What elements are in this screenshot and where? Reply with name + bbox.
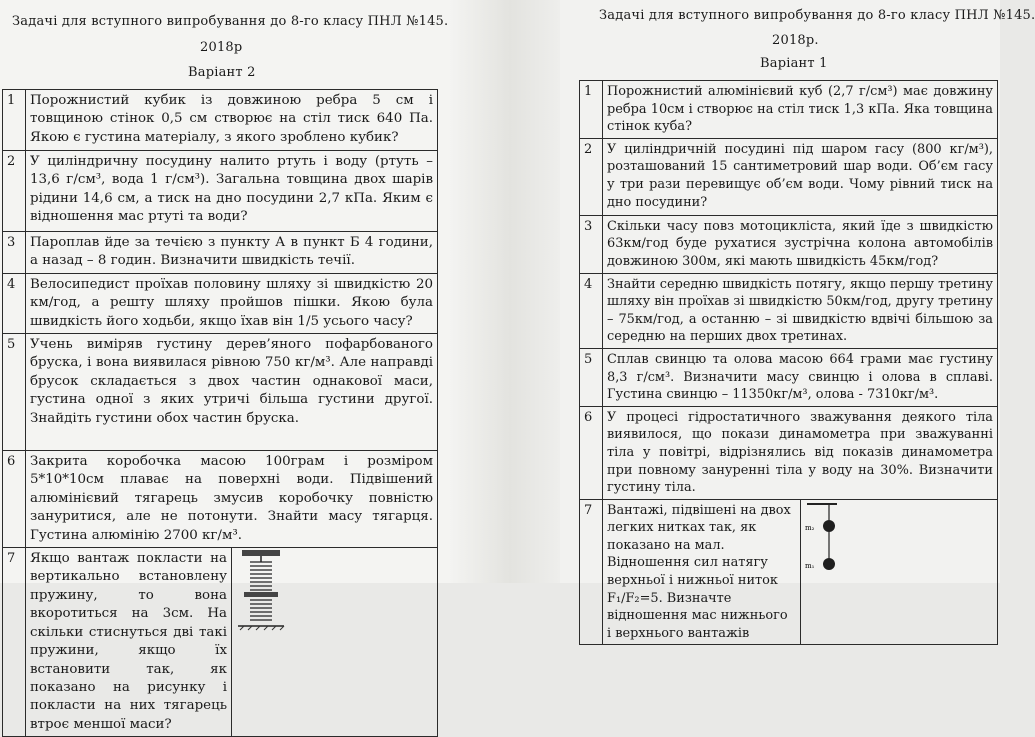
table-row [3, 451, 438, 548]
label-m2: m₂ [804, 523, 814, 532]
problem-text: У процесі гідростатичного зважування деякого тіла виявилося, що покази динамометра при зважуванні тіла у повітрі, відрізнялись від показів динамометра при повному зануренні тіла у воду на 30%. Визначити густину тіла. [603, 406, 998, 499]
hanging-weights-figure [801, 500, 843, 588]
table-row [3, 232, 438, 274]
problem-number: 7 [3, 548, 26, 737]
label-m1: m₁ [804, 561, 814, 570]
table-row [580, 499, 998, 645]
table-row [3, 334, 438, 451]
table-row [580, 81, 998, 139]
problem-number: 2 [3, 151, 26, 232]
problem-text: Учень виміряв густину дерев’яного пофарбованого бруска, і вона виявилася рівною 750 кг/м³. Але направді брусок складається з двох частин однакової маси, густина одної з яких утричі більша густини другої. Знайдіть густини обох частин бруска. [26, 334, 438, 451]
spring-figure-cell [232, 548, 438, 737]
table-row [580, 215, 998, 273]
problem-text: Порожнистий кубик із довжиною ребра 5 см і товщиною стінок 0,5 см створює на стіл тиск 640 Па. Якою є густина матеріалу, з якого зроблено кубик? [26, 90, 438, 151]
weights-figure-cell [800, 499, 998, 645]
problem-text: У циліндричній посудині під шаром гасу (800 кг/м³), розташований 15 сантиметровий шар води. Об’єм гасу у три рази перевищує об’єм води. Чому рівний тиск на дно посудини? [603, 138, 998, 215]
table-row [580, 273, 998, 348]
problem-text: Пароплав йде за течією з пункту А в пункт Б 4 години, а назад – 8 годин. Визначити швидкість течії. [26, 232, 438, 274]
table-row [3, 273, 438, 333]
problem-number: 1 [3, 90, 26, 151]
problem-number: 4 [580, 273, 603, 348]
problem-text: Скільки часу повз мотоцикліста, який їде з швидкістю 63км/год буде рухатися зустрічна колона автомобілів довжиною 300м, які мають швидкість 45км/год? [603, 215, 998, 273]
right-variant: Варіант 1 [760, 56, 828, 71]
problem-number: 3 [580, 215, 603, 273]
left-variant: Варіант 2 [188, 65, 256, 80]
problem-number: 1 [580, 81, 603, 139]
left-page-variant-2 [0, 0, 449, 732]
problem-text: Порожнистий алюмінієвий куб (2,7 г/см³) має довжину ребра 10см і створює на стіл тиск 1,3 кПа. Яка товщина стінок куба? [603, 81, 998, 139]
problem-number: 6 [3, 451, 26, 548]
table-row [3, 151, 438, 232]
left-problems-table [2, 89, 438, 737]
problem-text: Закрита коробочка масою 100грам і розміром 5*10*10см плаває на поверхні води. Підвішений алюмінієвий тягарець змусив коробочку повністю зануритися, але не потонути. Знайти масу тягарця. Густина алюмінію 2700 кг/м³. [26, 451, 438, 548]
table-row [3, 90, 438, 151]
problem-number: 3 [3, 232, 26, 274]
table-row [580, 138, 998, 215]
problem-number: 6 [580, 406, 603, 499]
right-year: 2018р. [772, 33, 819, 48]
problem-text-content: У циліндричну посудину налито ртуть і воду (ртуть – 13,6 г/см³, вода 1 г/см³). Загальна товщина двох шарів рідини 14,6 см, а тиск на дно посудини 2,7 кПа. Яким є відношення мас ртуті та води? [30, 154, 433, 225]
problem-text: Сплав свинцю та олова масою 664 грами має густину 8,3 г/см³. Визначити масу свинцю і олова в сплаві. Густина свинцю – 11350кг/м³, олова - 7310кг/м³. [603, 348, 998, 406]
left-header: Задачі для вступного випробування до 8-го класу ПНЛ №145. [12, 14, 449, 29]
problem-number: 4 [3, 273, 26, 333]
problem-number: 2 [580, 138, 603, 215]
problem-number: 5 [580, 348, 603, 406]
right-header: Задачі для вступного випробування до 8-го класу ПНЛ №145. [599, 8, 1035, 23]
springs-figure [232, 548, 290, 632]
problem-number: 5 [3, 334, 26, 451]
right-page-variant-1 [560, 0, 1035, 641]
problem-text: Якщо вантаж покласти на вертикально встановлену пружину, то вона вкоротиться на 3см. На скільки стиснуться дві такі пружини, якщо їх встановити так, як показано на рисунку і покласти на них тягарець втроє меншої маси? [26, 548, 232, 737]
table-row [3, 548, 438, 737]
problem-text [26, 151, 438, 232]
problem-text: Вантажі, підвішені на двох легких нитках так, як показано на мал. Відношення сил натягу верхньої і нижньої ниток F₁/F₂=5. Визначте відношення мас нижнього і верхнього вантажів [603, 499, 801, 645]
problem-text: Велосипедист проїхав половину шляху зі швидкістю 20 км/год, а решту шляху пройшов пішки. Якою була швидкість його ходьби, якщо їхав він 1/5 усього часу? [26, 273, 438, 333]
table-row [580, 348, 998, 406]
problem-number: 7 [580, 499, 603, 645]
table-row [580, 406, 998, 499]
page-gutter [448, 0, 560, 583]
right-problems-table [579, 80, 998, 645]
problem-text: Знайти середню швидкість потягу, якщо першу третину шляху він проїхав зі швидкістю 50км/год, другу третину – 75км/год, а останню – зі швидкістю вдвічі більшою за середню на перших двох третинах. [603, 273, 998, 348]
left-year: 2018р [200, 40, 243, 55]
